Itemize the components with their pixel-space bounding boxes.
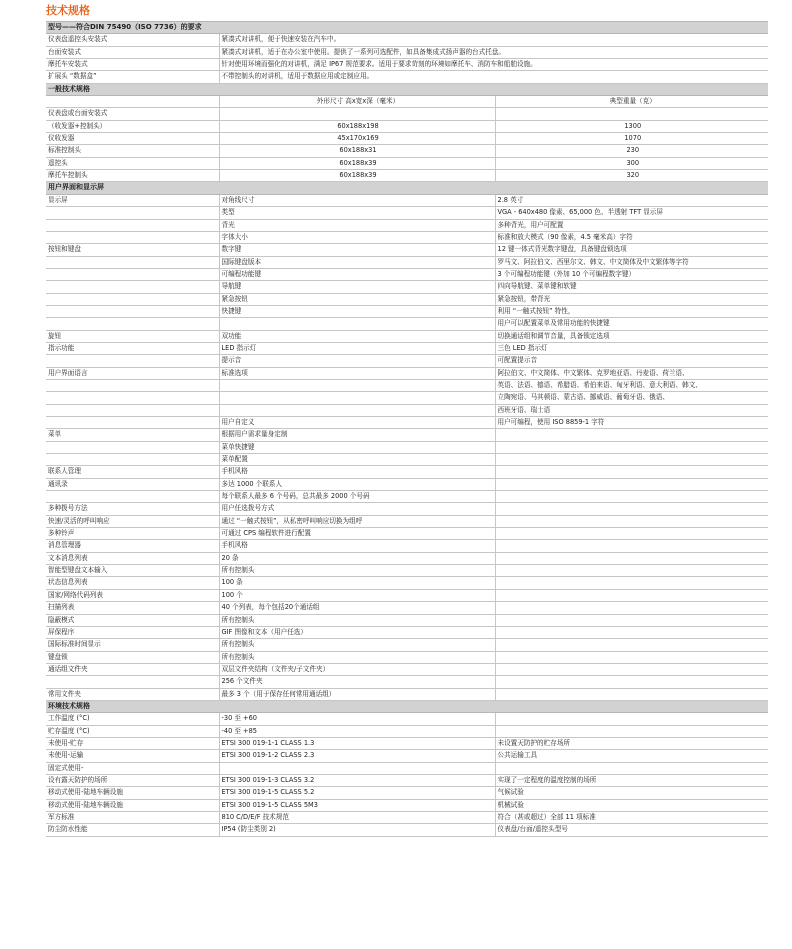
- row-value: ETSI 300 019-1-5 CLASS 5.2: [219, 787, 495, 799]
- row-value: 230: [495, 145, 768, 157]
- row-value: 字体大小: [219, 231, 495, 243]
- row-value: 100 个: [219, 589, 495, 601]
- table-row: [46, 379, 768, 391]
- row-value: [495, 441, 768, 453]
- row-value: [495, 565, 768, 577]
- row-label: [46, 305, 219, 317]
- table-row: [46, 157, 768, 169]
- row-value: 60x188x31: [219, 145, 495, 157]
- row-label: [46, 256, 219, 268]
- row-value: [495, 589, 768, 601]
- row-value: 通过 “一触式按钮”，从私密呼叫响应切换为组呼: [219, 515, 495, 527]
- row-value: 仪表盘/台面/遥控头型号: [495, 824, 768, 836]
- row-value: 双功能: [219, 330, 495, 342]
- section-title: 型号——符合DIN 75490（ISO 7736）的要求: [46, 22, 768, 34]
- table-row: [46, 540, 768, 552]
- row-label: 摩托车安装式: [46, 59, 219, 71]
- table-row: [46, 207, 768, 219]
- row-value: 用户自定义: [219, 417, 495, 429]
- row-label: 防尘防水性能: [46, 824, 219, 836]
- row-value: 手机风格: [219, 540, 495, 552]
- table-row: [46, 244, 768, 256]
- row-label: [46, 207, 219, 219]
- row-value: [495, 676, 768, 688]
- row-label: 指示功能: [46, 342, 219, 354]
- row-label: 菜单: [46, 429, 219, 441]
- row-label: 仪表盘遥控头安装式: [46, 34, 219, 46]
- row-value: ETSI 300 019-1-5 CLASS 5M3: [219, 799, 495, 811]
- table-row: [46, 133, 768, 145]
- section-title: 用户界面和显示屏: [46, 182, 768, 194]
- section-title: 环境技术规格: [46, 700, 768, 712]
- column-header: [46, 96, 219, 108]
- row-value: 针对使用环境而强化的对讲机，满足 IP67 规范要求。适用于要求苛刻的环境如摩托车、消防车和船舶设施。: [219, 59, 768, 71]
- table-row: [46, 676, 768, 688]
- row-label: 固定式使用-: [46, 762, 219, 774]
- table-row: [46, 108, 768, 120]
- row-value: 用户可以配置菜单及常用功能的快捷键: [495, 318, 768, 330]
- row-value: 60x188x39: [219, 170, 495, 182]
- row-value: 1070: [495, 133, 768, 145]
- row-value: 罗马文、阿拉伯文、西里尔文、韩文、中文简体及中文繁体等字符: [495, 256, 768, 268]
- table-row: [46, 120, 768, 132]
- row-value: 最多 3 个（用于保存任何常用通话组）: [219, 688, 495, 700]
- row-value: 阿拉伯文、中文简体、中文繁体、克罗地亚语、丹麦语、荷兰语、: [495, 367, 768, 379]
- row-value: [219, 404, 495, 416]
- row-value: 1300: [495, 120, 768, 132]
- column-header: 外形尺寸 高x宽x深（毫米）: [219, 96, 495, 108]
- row-value: 根据用户需求量身定制: [219, 429, 495, 441]
- row-value: 菜单配置: [219, 454, 495, 466]
- table-row: [46, 355, 768, 367]
- table-row: [46, 787, 768, 799]
- table-row: [46, 170, 768, 182]
- row-value: 符合（甚或超过）全部 11 项标准: [495, 812, 768, 824]
- row-value: 紧急按钮: [219, 293, 495, 305]
- row-label: 仪收发器: [46, 133, 219, 145]
- table-row: [46, 812, 768, 824]
- table-row: [46, 145, 768, 157]
- row-label: 台面安装式: [46, 46, 219, 58]
- row-value: 每个联系人最多 6 个号码，总共最多 2000 个号码: [219, 491, 495, 503]
- table-row: [46, 404, 768, 416]
- row-value: 810 C/D/E/F 技术规范: [219, 812, 495, 824]
- table-row: [46, 515, 768, 527]
- row-value: 12 键一体式背光数字键盘，具备键盘锁选项: [495, 244, 768, 256]
- row-label: [46, 355, 219, 367]
- table-row: [46, 330, 768, 342]
- row-value: 标准和放大模式（90 像素，4.5 毫米高）字符: [495, 231, 768, 243]
- table-row: [46, 602, 768, 614]
- row-value: 实现了一定程度的温度控制的场所: [495, 774, 768, 786]
- row-label: [46, 392, 219, 404]
- row-label: 遥控头: [46, 157, 219, 169]
- row-value: [219, 318, 495, 330]
- row-label: [46, 293, 219, 305]
- table-row: [46, 577, 768, 589]
- row-value: [495, 626, 768, 638]
- table-row: [46, 441, 768, 453]
- row-label: [46, 676, 219, 688]
- table-row: [46, 663, 768, 675]
- row-value: IP54 (防尘类别 2): [219, 824, 495, 836]
- table-row: [46, 639, 768, 651]
- row-value: 导航键: [219, 281, 495, 293]
- row-value: 45x170x169: [219, 133, 495, 145]
- table-row: [46, 762, 768, 774]
- row-label: [46, 379, 219, 391]
- row-label: 移动式使用-陆地车辆设施: [46, 787, 219, 799]
- row-value: 公共运输工具: [495, 750, 768, 762]
- row-value: 对角线尺寸: [219, 194, 495, 206]
- row-label: 通话组文件夹: [46, 663, 219, 675]
- row-value: [219, 392, 495, 404]
- column-header: 典型重量（克）: [495, 96, 768, 108]
- table-row: [46, 71, 768, 83]
- row-label: 军方标准: [46, 812, 219, 824]
- row-value: ETSI 300 019-1-2 CLASS 2.3: [219, 750, 495, 762]
- row-label: 显示屏: [46, 194, 219, 206]
- table-row: [46, 454, 768, 466]
- table-row: [46, 34, 768, 46]
- row-value: 机械试验: [495, 799, 768, 811]
- row-value: 所有控制头: [219, 639, 495, 651]
- table-row: [46, 46, 768, 58]
- row-value: 不带控制头的对讲机，适用于数据应用或定制应用。: [219, 71, 768, 83]
- table-row: [46, 824, 768, 836]
- row-value: 40 个列表，每个包括20个通话组: [219, 602, 495, 614]
- table-row: [46, 528, 768, 540]
- row-value: ETSI 300 019-1-1 CLASS 1.3: [219, 737, 495, 749]
- table-row: [46, 565, 768, 577]
- row-value: 可通过 CPS 编程软件进行配置: [219, 528, 495, 540]
- row-value: [495, 429, 768, 441]
- row-label: 工作温度 (°C): [46, 713, 219, 725]
- row-label: 摩托车控制头: [46, 170, 219, 182]
- row-value: 所有控制头: [219, 565, 495, 577]
- row-value: [495, 528, 768, 540]
- table-row: [46, 293, 768, 305]
- row-value: [219, 108, 495, 120]
- table-row: [46, 367, 768, 379]
- row-value: 快捷键: [219, 305, 495, 317]
- row-value: -30 至 +60: [219, 713, 495, 725]
- table-row: [46, 281, 768, 293]
- row-value: [495, 540, 768, 552]
- table-row: [46, 194, 768, 206]
- row-label: 未使用-贮存: [46, 737, 219, 749]
- row-value: 英语、法语、德语、希腊语、希伯来语、匈牙利语、意大利语、韩文、: [495, 379, 768, 391]
- row-value: 所有控制头: [219, 651, 495, 663]
- table-row: [46, 268, 768, 280]
- table-row: [46, 725, 768, 737]
- row-label: 屏保程序: [46, 626, 219, 638]
- row-label: 快速/灵活的呼叫响应: [46, 515, 219, 527]
- row-label: 联系人管理: [46, 466, 219, 478]
- row-value: 国际键盘版本: [219, 256, 495, 268]
- row-value: 未设置天防护的贮存场所: [495, 737, 768, 749]
- row-value: 菜单快捷键: [219, 441, 495, 453]
- row-value: 300: [495, 157, 768, 169]
- row-value: [495, 651, 768, 663]
- table-row: [46, 688, 768, 700]
- row-label: 键盘锁: [46, 651, 219, 663]
- table-row: [46, 219, 768, 231]
- table-row: [46, 342, 768, 354]
- row-value: [495, 454, 768, 466]
- table-row: [46, 318, 768, 330]
- row-value: [495, 639, 768, 651]
- row-value: [495, 552, 768, 564]
- row-label: （收发器+控制头）: [46, 120, 219, 132]
- table-row: [46, 589, 768, 601]
- table-row: [46, 614, 768, 626]
- row-label: 通讯录: [46, 478, 219, 490]
- row-label: [46, 491, 219, 503]
- table-row: [46, 231, 768, 243]
- row-value: 紧凑式对讲机，便于快速安装在汽车中。: [219, 34, 768, 46]
- row-value: 100 条: [219, 577, 495, 589]
- row-value: [219, 762, 495, 774]
- table-row: [46, 429, 768, 441]
- row-value: [495, 688, 768, 700]
- row-label: 未使用-运输: [46, 750, 219, 762]
- section-header-row: [46, 83, 768, 95]
- table-row: [46, 774, 768, 786]
- row-value: VGA - 640x480 像素、65,000 色、半透射 TFT 显示屏: [495, 207, 768, 219]
- row-label: 贮存温度 (°C): [46, 725, 219, 737]
- page-title: 技术规格: [46, 4, 90, 17]
- table-row: [46, 392, 768, 404]
- row-value: [219, 379, 495, 391]
- row-value: ETSI 300 019-1-3 CLASS 3.2: [219, 774, 495, 786]
- row-value: [495, 515, 768, 527]
- section-title: 一般技术规格: [46, 83, 768, 95]
- row-value: -40 至 +85: [219, 725, 495, 737]
- table-row: [46, 305, 768, 317]
- row-label: [46, 454, 219, 466]
- row-label: 移动式使用-陆地车辆设施: [46, 799, 219, 811]
- row-label: 扫描列表: [46, 602, 219, 614]
- row-value: 切换通话组和调节音量，具备锁定选项: [495, 330, 768, 342]
- table-row: [46, 626, 768, 638]
- row-label: [46, 417, 219, 429]
- row-label: 多种拨号方法: [46, 503, 219, 515]
- row-value: 气候试验: [495, 787, 768, 799]
- table-row: [46, 713, 768, 725]
- column-header-row: [46, 96, 768, 108]
- row-value: [495, 614, 768, 626]
- row-label: [46, 404, 219, 416]
- row-label: 按钮和键盘: [46, 244, 219, 256]
- row-value: [495, 713, 768, 725]
- row-value: [495, 725, 768, 737]
- table-row: [46, 466, 768, 478]
- row-value: GIF 图像和文本（用户任选）: [219, 626, 495, 638]
- row-value: 320: [495, 170, 768, 182]
- row-value: [495, 663, 768, 675]
- row-label: 隐蔽模式: [46, 614, 219, 626]
- row-label: 文本消息列表: [46, 552, 219, 564]
- row-value: 可配置提示音: [495, 355, 768, 367]
- row-value: 背光: [219, 219, 495, 231]
- row-label: 旋钮: [46, 330, 219, 342]
- row-label: [46, 231, 219, 243]
- row-label: 国家/网络代码列表: [46, 589, 219, 601]
- table-row: [46, 478, 768, 490]
- row-value: 多达 1000 个联系人: [219, 478, 495, 490]
- section-header-row: [46, 22, 768, 34]
- table-row: [46, 799, 768, 811]
- table-row: [46, 491, 768, 503]
- row-value: 可编程功能键: [219, 268, 495, 280]
- row-value: 20 条: [219, 552, 495, 564]
- row-value: 立陶宛语、马其顿语、蒙古语、挪威语、葡萄牙语、俄语、: [495, 392, 768, 404]
- row-label: 智能型键盘文本输入: [46, 565, 219, 577]
- row-label: 用户界面语言: [46, 367, 219, 379]
- spec-table: [46, 21, 768, 837]
- table-row: [46, 651, 768, 663]
- row-label: [46, 281, 219, 293]
- row-label: 常用文件夹: [46, 688, 219, 700]
- row-value: [495, 503, 768, 515]
- row-label: [46, 441, 219, 453]
- spec-page: [46, 4, 768, 837]
- row-label: 仪表盘或台面安装式: [46, 108, 219, 120]
- row-value: [495, 762, 768, 774]
- row-value: 紧凑式对讲机，适于在办公室中使用。提供了一系列可选配件，如具备集成式扬声器的台式托盘。: [219, 46, 768, 58]
- row-value: 三色 LED 指示灯: [495, 342, 768, 354]
- row-value: 双层文件夹结构（文件夹/子文件夹）: [219, 663, 495, 675]
- row-value: [495, 466, 768, 478]
- row-label: 多种铃声: [46, 528, 219, 540]
- row-label: 扩展头 “数据盒”: [46, 71, 219, 83]
- row-label: 设有露天防护的场所: [46, 774, 219, 786]
- row-value: 标准选项: [219, 367, 495, 379]
- row-value: 用户可编程，使用 ISO 8859-1 字符: [495, 417, 768, 429]
- section-header-row: [46, 182, 768, 194]
- row-label: [46, 219, 219, 231]
- row-value: 60x188x198: [219, 120, 495, 132]
- row-value: 利用 “一触式按钮” 特性，: [495, 305, 768, 317]
- row-value: [495, 491, 768, 503]
- table-row: [46, 750, 768, 762]
- table-row: [46, 59, 768, 71]
- row-value: 用户任选拨号方式: [219, 503, 495, 515]
- row-value: 60x188x39: [219, 157, 495, 169]
- row-value: 紧急按钮，带背光: [495, 293, 768, 305]
- row-value: 西班牙语、瑞士语: [495, 404, 768, 416]
- row-label: 状态信息列表: [46, 577, 219, 589]
- row-value: [495, 577, 768, 589]
- row-value: 提示音: [219, 355, 495, 367]
- row-value: 四向导航键、菜单键和软键: [495, 281, 768, 293]
- table-row: [46, 503, 768, 515]
- section-header-row: [46, 700, 768, 712]
- row-value: 256 个文件夹: [219, 676, 495, 688]
- row-value: 类型: [219, 207, 495, 219]
- row-value: 2.8 英寸: [495, 194, 768, 206]
- row-label: 消息管理器: [46, 540, 219, 552]
- table-row: [46, 417, 768, 429]
- row-value: 数字键: [219, 244, 495, 256]
- row-value: 所有控制头: [219, 614, 495, 626]
- row-label: [46, 268, 219, 280]
- row-value: [495, 478, 768, 490]
- row-value: 手机风格: [219, 466, 495, 478]
- row-label: 国际标准时间显示: [46, 639, 219, 651]
- row-label: [46, 318, 219, 330]
- row-label: 标准控制头: [46, 145, 219, 157]
- table-row: [46, 256, 768, 268]
- table-row: [46, 552, 768, 564]
- row-value: [495, 108, 768, 120]
- row-value: 多种背光，用户可配置: [495, 219, 768, 231]
- row-value: 3 个可编程功能键（外加 10 个可编程数字键）: [495, 268, 768, 280]
- row-value: LED 指示灯: [219, 342, 495, 354]
- table-row: [46, 737, 768, 749]
- row-value: [495, 602, 768, 614]
